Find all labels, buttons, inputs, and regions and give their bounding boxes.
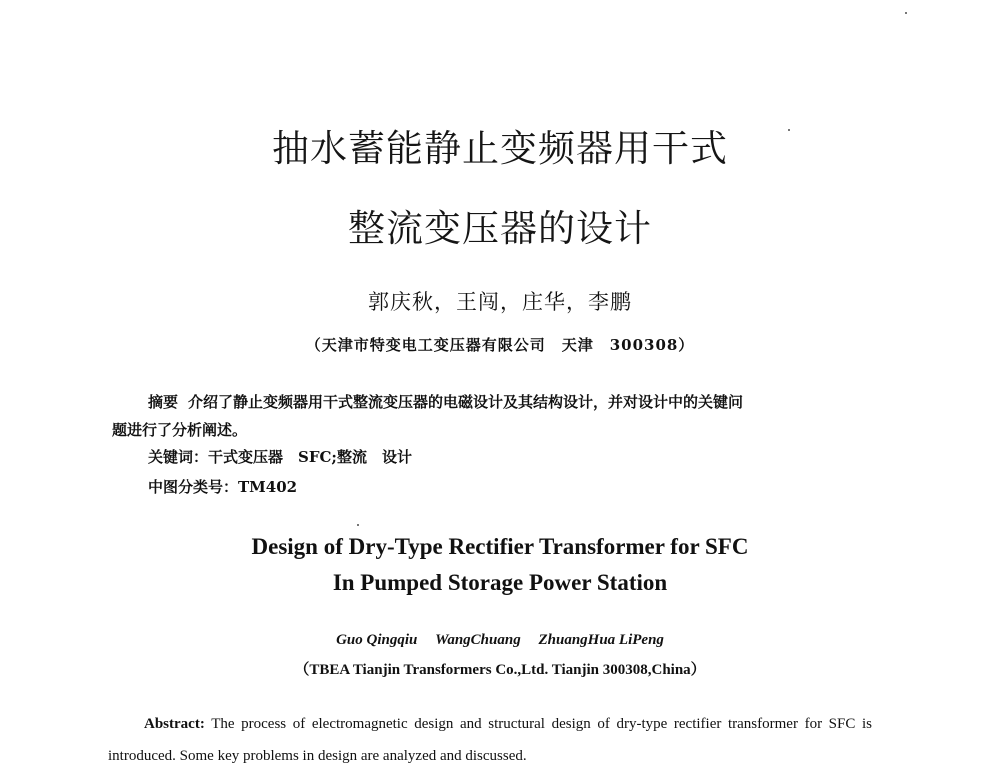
- english-title-line-2: In Pumped Storage Power Station: [332, 570, 668, 595]
- chinese-keywords: [148, 446, 918, 467]
- english-abstract-label: Abstract:: [144, 716, 205, 732]
- chinese-title-line-1: 抽水蓄能静止变频器用干式: [272, 127, 728, 170]
- english-authors: [0, 632, 1000, 649]
- scan-speck: [905, 12, 907, 14]
- english-abstract-text: The process of electromagnetic design and structural design of dry-type rectifier transformer for SFC is introduced. Some key problems in design are analyzed and discussed.: [108, 716, 872, 764]
- chinese-title-line-2: 整流变压器的设计: [348, 207, 652, 250]
- chinese-abstract-line-1: [112, 388, 882, 416]
- chinese-classification-code: TM402: [238, 478, 298, 496]
- chinese-abstract-label: 摘要: [148, 393, 179, 411]
- chinese-abstract-text-2: 题进行了分析阐述。: [112, 421, 248, 439]
- english-author-1: Guo Qingqiu: [336, 632, 418, 648]
- scan-speck: [357, 524, 359, 526]
- chinese-abstract-text-1: 介绍了静止变频器用干式整流变压器的电磁设计及其结构设计，并对设计中的关键问: [188, 393, 744, 411]
- scan-speck: [788, 129, 790, 131]
- chinese-abstract: [112, 388, 882, 444]
- chinese-authors: 郭庆秋，王闯，庄华，李鹏: [368, 290, 632, 314]
- english-author-2: WangChuang: [435, 632, 521, 648]
- english-affiliation: （TBEA Tianjin Transformers Co.,Ltd. Tianjin 300308,China）: [294, 662, 706, 678]
- chinese-classification: [148, 476, 918, 497]
- english-title-line-1: Design of Dry-Type Rectifier Transformer for SFC: [251, 534, 749, 559]
- english-author-3: ZhuangHua LiPeng: [538, 632, 664, 648]
- chinese-keywords-label: 关键词：: [148, 448, 209, 466]
- chinese-keywords-text: 干式变压器 SFC;整流 设计: [208, 448, 412, 466]
- english-abstract: [108, 708, 872, 772]
- chinese-classification-label: 中图分类号：: [148, 478, 239, 496]
- chinese-affiliation: （天津市特变电工变压器有限公司 天津 300308）: [305, 336, 695, 354]
